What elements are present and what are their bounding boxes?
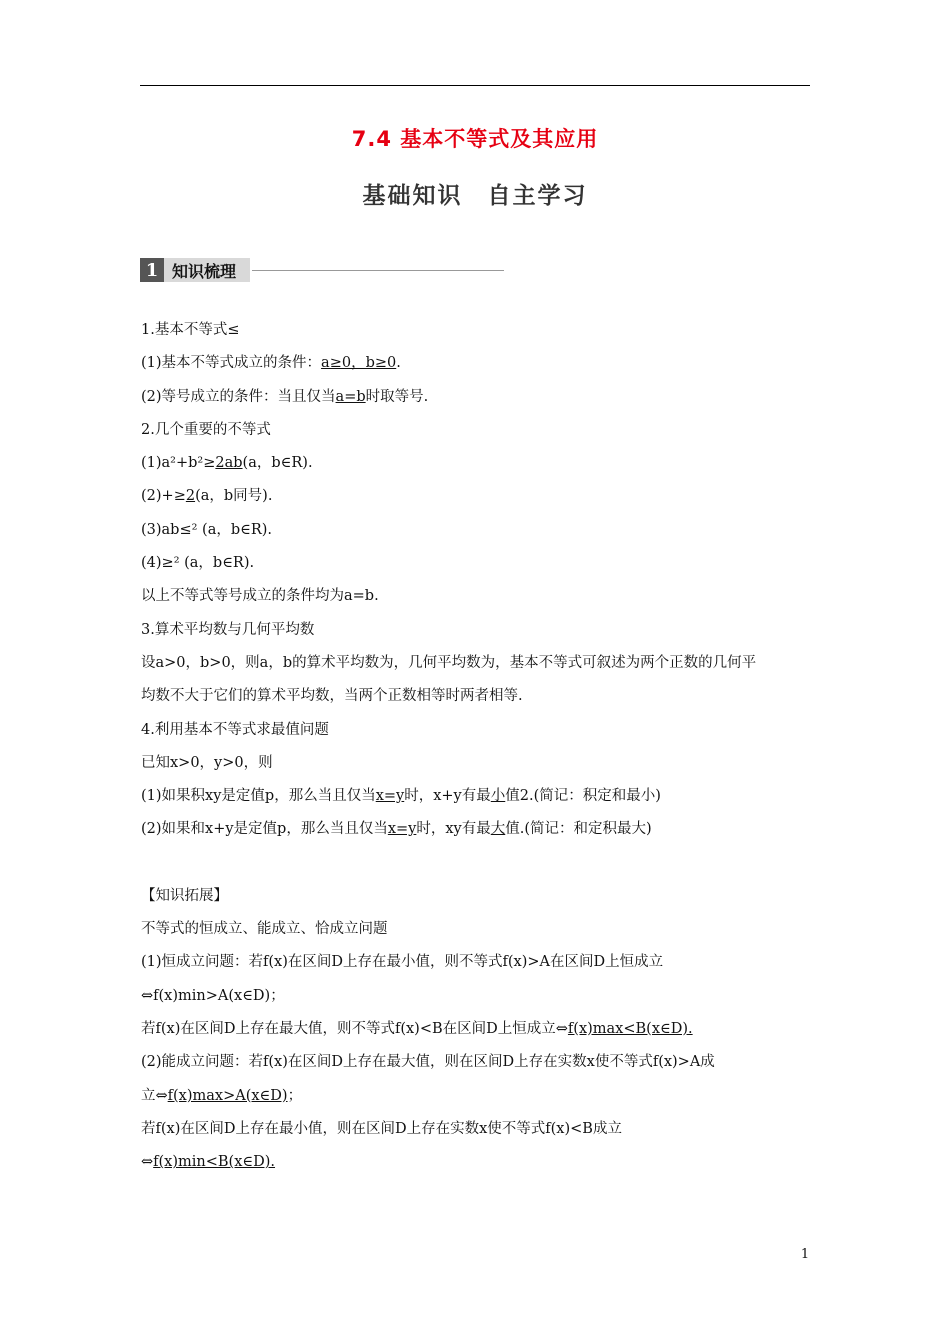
text-line: 4.利用基本不等式求最值问题 — [141, 721, 329, 738]
text-line: ⇔f(x)min<B(x∈D). — [141, 1154, 276, 1171]
top-rule — [140, 85, 810, 86]
text-line: 【知识拓展】 — [141, 887, 228, 904]
text-line: (4)≥² (a，b∈R). — [141, 555, 255, 572]
answer-blank: x=y — [387, 821, 417, 838]
text-line: (1)基本不等式成立的条件：a≥0，b≥0. — [141, 355, 401, 372]
text-line: 1.基本不等式≤ — [141, 322, 240, 338]
answer-blank: 2ab — [215, 455, 243, 472]
text-line: (1)如果积xy是定值p，那么当且仅当x=y时，x+y有最小值2.(简记：积定和最小) — [141, 788, 661, 805]
answer-blank: 小 — [490, 788, 506, 805]
text-line: 若f(x)在区间D上存在最大值，则不等式f(x)<B在区间D上恒成立⇔f(x)max<B(x∈D). — [141, 1020, 693, 1037]
text-line: 设a>0，b>0，则a，b的算术平均数为，几何平均数为，基本不等式可叙述为两个正数的几何平 — [141, 654, 757, 671]
text-line: 3.算术平均数与几何平均数 — [141, 621, 315, 638]
answer-blank: f(x)min<B(x∈D). — [153, 1154, 276, 1171]
text-line: (2)如果和x+y是定值p，那么当且仅当x=y时，xy有最大值.(简记：和定积最大) — [141, 821, 652, 838]
text-line: (2)等号成立的条件：当且仅当a=b时取等号. — [141, 388, 429, 405]
paragraph-gap — [141, 847, 811, 880]
answer-blank: a=b — [335, 388, 366, 405]
section-divider — [252, 270, 504, 271]
section-number: 1 — [140, 258, 164, 282]
text-line: (1)恒成立问题：若f(x)在区间D上存在最小值，则不等式f(x)>A在区间D上恒成立 — [141, 954, 664, 971]
text-line: (2)能成立问题：若f(x)在区间D上存在最大值，则在区间D上存在实数x使不等式f(x)>A成 — [141, 1054, 715, 1071]
text-line: 均数不大于它们的算术平均数，当两个正数相等时两者相等. — [141, 688, 523, 705]
section-label: 知识梳理 — [164, 258, 250, 282]
page-subtitle: 基础知识 自主学习 — [362, 183, 588, 209]
page-title: 7.4 基本不等式及其应用 — [351, 127, 599, 151]
text-line: (1)a²+b²≥2ab(a，b∈R). — [141, 455, 313, 472]
text-line: (3)ab≤² (a，b∈R). — [141, 521, 273, 538]
text-line: ⇔f(x)min>A(x∈D)； — [141, 987, 285, 1004]
answer-blank: x=y — [375, 788, 405, 805]
page-number: 1 — [800, 1247, 810, 1262]
text-line: (2)+≥2(a，b同号). — [141, 488, 273, 505]
text-line: 若f(x)在区间D上存在最小值，则在区间D上存在实数x使不等式f(x)<B成立 — [141, 1120, 622, 1137]
answer-blank: f(x)max>A(x∈D) — [167, 1087, 288, 1104]
answer-blank: 大 — [490, 821, 506, 838]
text-line: 立⇔f(x)max>A(x∈D)； — [141, 1087, 303, 1104]
text-line: 以上不等式等号成立的条件均为a=b. — [141, 588, 379, 605]
section-header — [140, 258, 504, 282]
document-body — [141, 314, 811, 1179]
answer-blank: 2 — [185, 488, 196, 505]
text-line: 2.几个重要的不等式 — [141, 421, 271, 438]
text-line: 已知x>0，y>0，则 — [141, 754, 273, 771]
text-line: 不等式的恒成立、能成立、恰成立问题 — [141, 921, 388, 938]
answer-blank: a≥0，b≥0 — [321, 355, 397, 372]
answer-blank: f(x)max<B(x∈D). — [567, 1020, 693, 1037]
